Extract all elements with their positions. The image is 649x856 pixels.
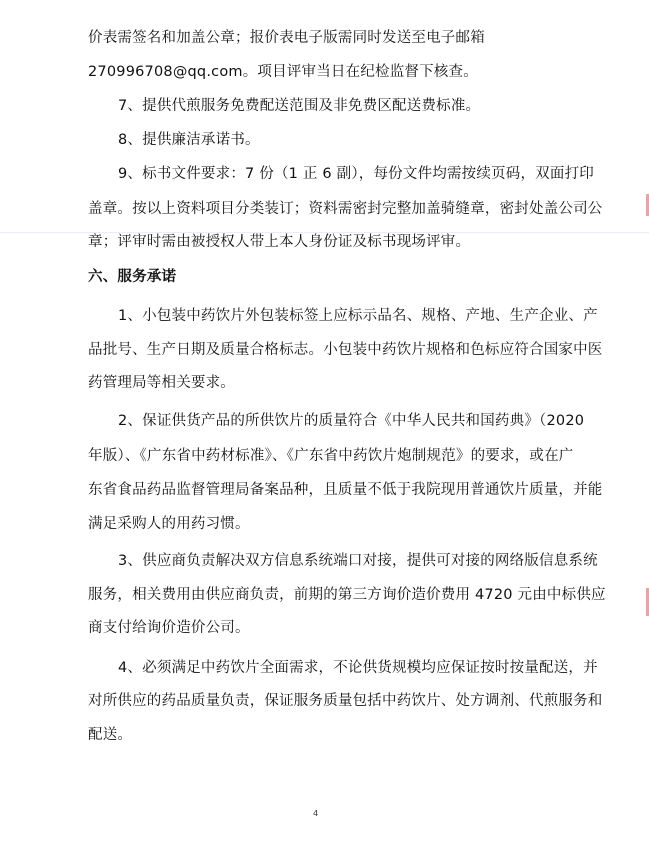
page-number: 4: [313, 809, 319, 818]
commitment-item-2: 2、保证供货产品的所供饮片的质量符合《中华人民共和国药典》（2020: [118, 413, 585, 429]
paragraph-line: 章；评审时需由被授权人带上本人身份证及标书现场评审。: [88, 234, 471, 250]
paragraph-line: 配送。: [88, 727, 133, 743]
paragraph-line: 东省食品药品监督管理局备案品种，且质量不低于我院现用普通饮片质量，并能: [88, 482, 603, 498]
section-heading: 六、服务承诺: [88, 269, 177, 285]
paragraph-line: 对所供应的药品质量负责，保证服务质量包括中药饮片、处方调剂、代煎服务和: [88, 693, 603, 709]
paragraph-line: 商支付给询价造价公司。: [88, 620, 250, 636]
paragraph-line: 价表需签名和加盖公章；报价表电子版需同时发送至电子邮箱: [88, 30, 485, 46]
commitment-item-1: 1、小包装中药饮片外包装标签上应标示品名、规格、产地、生产企业、产: [118, 308, 598, 324]
commitment-item-3: 3、供应商负责解决双方信息系统端口对接，提供可对接的网络版信息系统: [118, 553, 598, 569]
paragraph-line: 品批号、生产日期及质量合格标志。小包装中药饮片规格和色标应符合国家中医: [88, 342, 603, 358]
paragraph-line: 满足采购人的用药习惯。: [88, 516, 250, 532]
paragraph-line: 服务，相关费用由供应商负责，前期的第三方询价造价费用 4720 元由中标供应: [88, 587, 606, 603]
paragraph-line: 270996708@qq.com。项目评审当日在纪检监督下核查。: [88, 64, 478, 80]
paragraph-line: 药管理局等相关要求。: [88, 375, 235, 391]
paragraph-line: 盖章。按以上资料项目分类装订；资料需密封完整加盖骑缝章，密封处盖公司公: [88, 201, 603, 217]
requirement-item-7: 7、提供代煎服务免费配送范围及非免费区配送费标准。: [118, 98, 481, 114]
paragraph-line: 年版）、《广东省中药材标准》、《广东省中药饮片炮制规范》的要求，或在广: [88, 448, 574, 464]
requirement-item-8: 8、提供廉洁承诺书。: [118, 132, 260, 148]
commitment-item-4: 4、必须满足中药饮片全面需求，不论供货规模均应保证按时按量配送，并: [118, 660, 598, 676]
requirement-item-9: 9、标书文件要求：7 份（1 正 6 副），每份文件均需按续页码，双面打印: [118, 166, 594, 182]
